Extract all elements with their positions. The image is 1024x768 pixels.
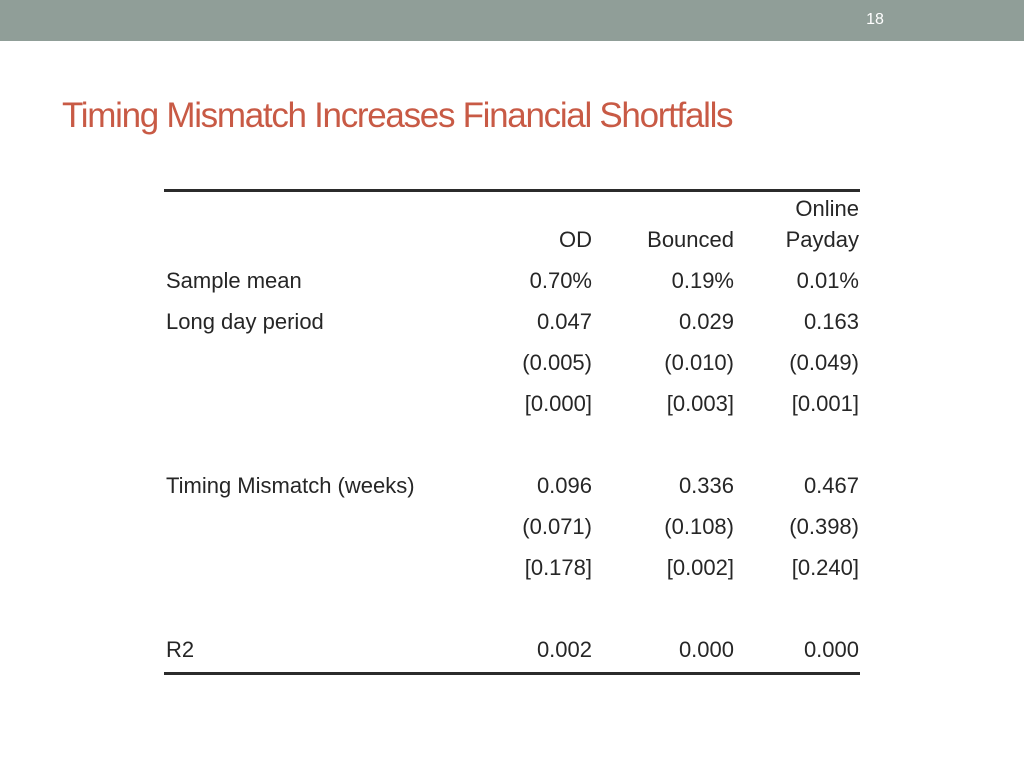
- cell-payday: 0.467: [803, 473, 859, 498]
- cell-bounced: 0.000: [678, 637, 734, 662]
- cell-bounced: (0.010): [664, 350, 734, 375]
- cell-od: 0.047: [536, 309, 592, 334]
- header-online: Online: [795, 196, 859, 221]
- cell-od: [0.178]: [524, 555, 592, 580]
- row-label: R2: [166, 637, 195, 662]
- cell-bounced: 0.336: [678, 473, 734, 498]
- cell-payday: 0.01%: [796, 268, 859, 293]
- cell-payday: 0.163: [803, 309, 859, 334]
- cell-payday: [0.001]: [791, 391, 859, 416]
- row-label: Long day period: [166, 309, 324, 334]
- cell-od: 0.70%: [529, 268, 592, 293]
- header-payday: Payday: [785, 227, 859, 252]
- header-bar: [0, 0, 1024, 41]
- cell-payday: [0.240]: [791, 555, 859, 580]
- cell-payday: (0.398): [789, 514, 859, 539]
- table-bottom-rule: [164, 672, 860, 675]
- cell-bounced: 0.029: [678, 309, 734, 334]
- cell-bounced: 0.19%: [671, 268, 734, 293]
- cell-od: 0.002: [536, 637, 592, 662]
- header-bounced: Bounced: [647, 227, 734, 252]
- table-top-rule: [164, 189, 860, 192]
- cell-bounced: [0.003]: [666, 391, 734, 416]
- row-label: Sample mean: [166, 268, 302, 293]
- cell-od: [0.000]: [524, 391, 592, 416]
- row-label: Timing Mismatch (weeks): [166, 473, 415, 498]
- cell-bounced: (0.108): [664, 514, 734, 539]
- slide-number: 18: [866, 11, 884, 28]
- header-od: OD: [559, 227, 592, 252]
- cell-bounced: [0.002]: [666, 555, 734, 580]
- cell-od: 0.096: [536, 473, 592, 498]
- cell-payday: 0.000: [803, 637, 859, 662]
- cell-payday: (0.049): [789, 350, 859, 375]
- cell-od: (0.005): [522, 350, 592, 375]
- cell-od: (0.071): [522, 514, 592, 539]
- slide-title: Timing Mismatch Increases Financial Shortfalls: [62, 96, 733, 135]
